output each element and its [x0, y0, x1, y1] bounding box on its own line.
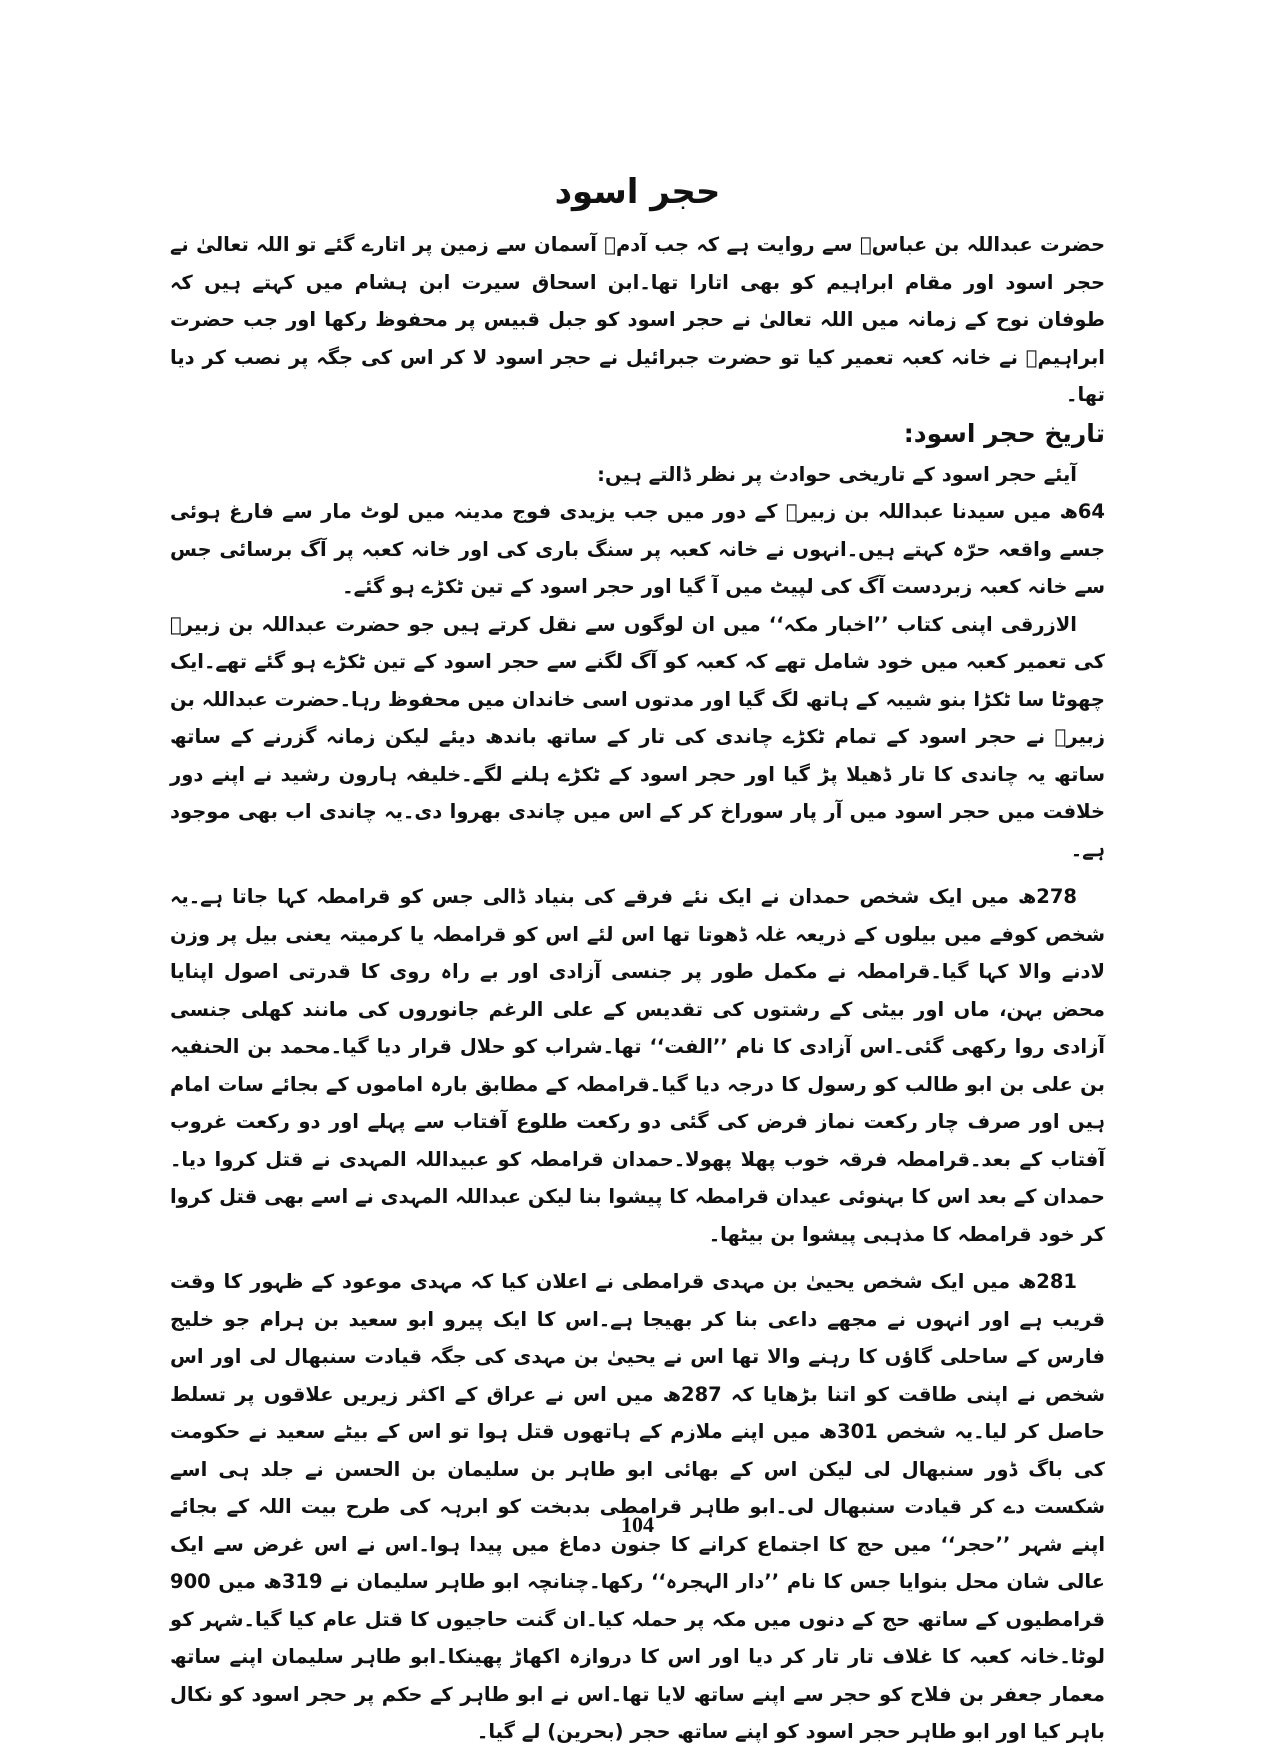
paragraph-278ah: 278ھ میں ایک شخص حمدان نے ایک نئے فرقے کی بنیاد ڈالی جس کو قرامطہ کہا جاتا ہے۔یہ شخص کوفے میں بیلوں کے ذریعہ غلہ ڈھوتا تھا اس لئے اس کو قرامطہ یا کرمیتہ یعنی بیل پر وزن لادنے والا کہا گیا۔قرامطہ نے مکمل طور پر جنسی آزادی اور بے راہ روی کا قدرتی اصول اپنایا محض بہن، ماں اور بیٹی کے رشتوں کی تقدیس کے علی الرغم جانوروں کی مانند کھلی جنسی آزادی روا رکھی گئی۔اس آزادی کا نام ’’الفت‘‘ تھا۔شراب کو حلال قرار دیا گیا۔محمد بن الحنفیہ بن علی بن ابو طالب کو رسول کا درجہ دیا گیا۔قرامطہ کے مطابق بارہ اماموں کے بجائے سات امام ہیں اور صرف چار رکعت نماز فرض کی گئی دو رکعت طلوع آفتاب سے پہلے اور دو رکعت غروب آفتاب کے بعد۔قرامطہ فرقہ خوب پھلا پھولا۔حمدان قرامطہ کو عبیداللہ المہدی نے قتل کروا دیا۔حمدان کے بعد اس کا بہنوئی عیدان قرامطہ کا پیشوا بنا لیکن عبداللہ المہدی نے اسے بھی قتل کروا کر خود قرامطہ کا مذہبی پیشوا بن بیٹھا۔	[170, 885, 1105, 1246]
paragraph-64ah: 64ھ میں سیدنا عبداللہ بن زبیرؓ کے دور میں جب یزیدی فوج مدینہ میں لوٹ مار سے فارغ ہوئی جسے واقعہ حرّہ کہتے ہیں۔انہوں نے خانہ کعبہ پر سنگ باری کی اور خانہ کعبہ پر آگ برسائی جس سے خانہ کعبہ زبردست آگ کی لپیٹ میں آ گیا اور حجر اسود کے تین ٹکڑے ہو گئے۔	[170, 500, 1105, 598]
paragraph-281ah: 281ھ میں ایک شخص یحییٰ بن مہدی قرامطی نے اعلان کیا کہ مہدی موعود کے ظہور کا وقت قریب ہے اور انہوں نے مجھے داعی بنا کر بھیجا ہے۔اس کا ایک پیرو ابو سعید بن ہرام جو خلیج فارس کے ساحلی گاؤں کا رہنے والا تھا اس نے یحییٰ بن مہدی کی جگہ قیادت سنبھال لی اور اس شخص نے اپنی طاقت کو اتنا بڑھایا کہ 287ھ میں اس نے عراق کے اکثر زیریں علاقوں پر تسلط حاصل کر لیا۔یہ شخص 301ھ میں اپنے ملازم کے ہاتھوں قتل ہوا تو اس کے بیٹے سعید نے حکومت کی باگ ڈور سنبھال لی لیکن اس کے بھائی ابو طاہر بن سلیمان بن الحسن نے جلد ہی اسے شکست دے کر قیادت سنبھال لی۔ابو طاہر قرامطی بدبخت کو ابرہہ کی طرح بیت اللہ کے بجائے اپنے شہر ’’حجر‘‘ میں حج کا اجتماع کرانے کا جنون دماغ میں پیدا ہوا۔اس نے اس غرض سے ایک عالی شان محل بنوایا جس کا نام ’’دار الہجرہ‘‘ رکھا۔چنانچہ ابو طاہر سلیمان نے 319ھ میں 900 قرامطیوں کے ساتھ حج کے دنوں میں مکہ پر حملہ کیا۔ان گنت حاجیوں کا قتل عام کیا گیا۔شہر کو لوٹا۔خانہ کعبہ کا غلاف تار تار کر دیا اور اس کا دروازہ اکھاڑ پھینکا۔ابو طاہر سلیمان اپنے ساتھ معمار جعفر بن فلاح کو حجر سے اپنے ساتھ لایا تھا۔اس نے ابو طاہر کے حکم پر حجر اسود کو نکال باہر کیا اور ابو طاہر حجر اسود کو اپنے ساتھ حجر (بحرین) لے گیا۔	[170, 1270, 1105, 1743]
page-content	[170, 150, 1105, 1751]
spacer	[170, 868, 1105, 878]
section-heading: تاریخ حجر اسود:	[903, 418, 1105, 448]
lead-paragraph: آیئے حجر اسود کے تاریخی حوادث پر نظر ڈالتے ہیں:	[597, 462, 1077, 486]
spacer	[170, 1253, 1105, 1263]
intro-paragraph: حضرت عبداللہ بن عباسؓ سے روایت ہے کہ جب آدمؑ آسمان سے زمین پر اتارے گئے تو اللہ تعالیٰ نے حجر اسود اور مقام ابراہیم کو بھی اتارا تھا۔ابن اسحاق سیرت ابن ہشام میں کہتے ہیں کہ طوفان نوح کے زمانہ میں اللہ تعالیٰ نے حجر اسود کو جبل قبیس پر محفوظ رکھا اور جب حضرت ابراہیمؑ نے خانہ کعبہ تعمیر کیا تو حضرت جبرائیل نے حجر اسود لا کر اس کی جگہ پر نصب کر دیا تھا۔	[170, 233, 1105, 406]
page-number: 104	[621, 1512, 654, 1537]
paragraph-azraqi: الازرقی اپنی کتاب ’’اخبار مکہ‘‘ میں ان لوگوں سے نقل کرتے ہیں جو حضرت عبداللہ بن زبیرؓ کی تعمیر کعبہ میں خود شامل تھے کہ کعبہ کو آگ لگنے سے حجر اسود کے تین ٹکڑے ہو گئے تھے۔ایک چھوٹا سا ٹکڑا بنو شیبہ کے ہاتھ لگ گیا اور مدتوں اسی خاندان میں محفوظ رہا۔حضرت عبداللہ بن زبیرؓ نے حجر اسود کے تمام ٹکڑے چاندی کی تار کے ساتھ باندھ دیئے لیکن زمانہ گزرنے کے ساتھ ساتھ یہ چاندی کا تار ڈھیلا پڑ گیا اور حجر اسود کے ٹکڑے ہلنے لگے۔خلیفہ ہارون رشید نے اپنے دور خلافت میں حجر اسود میں آر پار سوراخ کر کے اس میں چاندی بھروا دی۔یہ چاندی اب بھی موجود ہے۔	[170, 612, 1105, 861]
page-title: حجر اسود	[554, 172, 721, 212]
